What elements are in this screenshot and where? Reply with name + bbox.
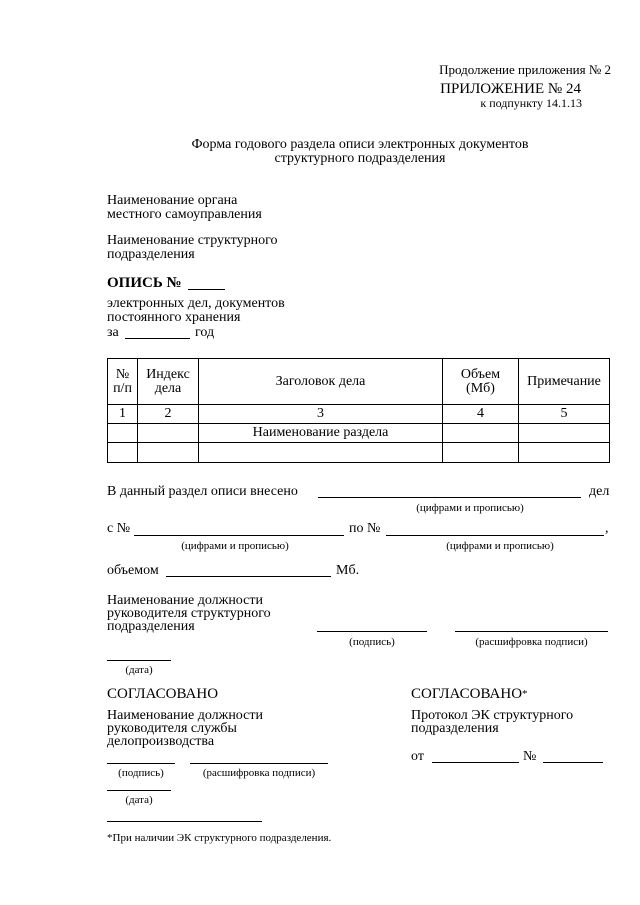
to-number-line bbox=[386, 535, 604, 536]
inventory-line2: постоянного хранения bbox=[107, 310, 241, 325]
approve-left-signature-hint: (подпись) bbox=[118, 767, 164, 779]
unit-name-line2: подразделения bbox=[107, 247, 195, 262]
approve-right-line2: подразделения bbox=[411, 721, 499, 736]
inventory-year-line bbox=[125, 338, 190, 339]
to-label: по № bbox=[349, 521, 381, 536]
form-title-line1: Форма годового раздела описи электронных документов bbox=[191, 137, 529, 152]
entered-count-line bbox=[318, 497, 581, 498]
footnote-divider bbox=[107, 821, 262, 822]
table-number-cell: 4 bbox=[443, 405, 519, 424]
approve-left-line1: Наименование должности bbox=[107, 708, 263, 723]
table-cell bbox=[108, 424, 138, 443]
header-continuation: Продолжение приложения № 2 bbox=[439, 62, 611, 77]
inventory-year-prefix: за bbox=[107, 325, 119, 340]
head-position-line2: руководителя структурного bbox=[107, 606, 271, 621]
col-num-header bbox=[108, 359, 138, 405]
approve-left-date-hint: (дата) bbox=[125, 794, 153, 806]
head-position-line1: Наименование должности bbox=[107, 593, 263, 608]
approve-right-footnote-mark: * bbox=[522, 688, 528, 700]
col-num-header-line1: № bbox=[115, 366, 130, 382]
approve-left-signature-line bbox=[107, 763, 175, 764]
from-number-line bbox=[134, 535, 344, 536]
head-decode-line bbox=[455, 631, 608, 632]
col-index-header bbox=[138, 359, 199, 405]
volume-label: объемом bbox=[107, 563, 159, 578]
to-hint: (цифрами и прописью) bbox=[446, 540, 554, 552]
approve-left-date-line bbox=[107, 790, 171, 791]
approve-right-num-label: № bbox=[523, 749, 537, 764]
col-heading-header: Заголовок дела bbox=[199, 359, 443, 405]
org-name-line1: Наименование органа bbox=[107, 193, 238, 208]
table-cell bbox=[138, 424, 199, 443]
table-cell bbox=[519, 424, 610, 443]
approve-right-title bbox=[411, 686, 528, 702]
col-index-header-line2: дела bbox=[154, 380, 182, 396]
head-decode-hint: (расшифровка подписи) bbox=[475, 636, 588, 648]
head-position-line3: подразделения bbox=[107, 619, 195, 634]
inventory-number-line bbox=[188, 289, 225, 290]
table-cell bbox=[443, 443, 519, 463]
unit-name-line1: Наименование структурного bbox=[107, 233, 278, 248]
col-volume-header-line2: (Мб) bbox=[466, 380, 495, 396]
approve-left-title: СОГЛАСОВАНО bbox=[107, 686, 219, 702]
approve-left-line2: руководителя службы bbox=[107, 721, 237, 736]
head-signature-hint: (подпись) bbox=[349, 636, 395, 648]
approve-right-title-text: СОГЛАСОВАНО bbox=[411, 686, 523, 702]
approve-right-from-label: от bbox=[411, 749, 424, 764]
volume-unit: Мб. bbox=[336, 563, 360, 578]
org-name-line2: местного самоуправления bbox=[107, 207, 262, 222]
from-hint: (цифрами и прописью) bbox=[181, 540, 289, 552]
col-note-header: Примечание bbox=[519, 359, 610, 405]
entered-unit: дел bbox=[589, 484, 610, 499]
head-date-hint: (дата) bbox=[125, 664, 153, 676]
table-row bbox=[108, 443, 610, 463]
col-volume-header bbox=[443, 359, 519, 405]
approve-left-line3: делопроизводства bbox=[107, 734, 215, 749]
header-appendix: ПРИЛОЖЕНИЕ № 24 bbox=[440, 81, 581, 97]
table-cell bbox=[199, 443, 443, 463]
col-num-header-line2: п/п bbox=[113, 380, 132, 396]
approve-right-date-line bbox=[432, 762, 519, 763]
entered-hint: (цифрами и прописью) bbox=[416, 502, 524, 514]
section-name-cell: Наименование раздела bbox=[199, 424, 443, 443]
head-date-line bbox=[107, 660, 171, 661]
col-volume-header-line1: Объем bbox=[460, 366, 501, 382]
approve-left-decode-line bbox=[190, 763, 328, 764]
table-cell bbox=[519, 443, 610, 463]
to-comma: , bbox=[605, 521, 609, 536]
entered-label: В данный раздел описи внесено bbox=[107, 484, 298, 499]
volume-line bbox=[166, 576, 331, 577]
approve-right-number-line bbox=[543, 762, 603, 763]
table-numbers-row bbox=[108, 405, 610, 424]
table-number-cell: 2 bbox=[138, 405, 199, 424]
inventory-table bbox=[107, 358, 610, 463]
form-title-line2: структурного подразделения bbox=[274, 151, 446, 166]
from-label: с № bbox=[107, 521, 131, 536]
head-signature-line bbox=[317, 631, 427, 632]
header-subpoint: к подпункту 14.1.13 bbox=[480, 96, 582, 110]
inventory-year-suffix: год bbox=[195, 325, 215, 340]
table-cell bbox=[443, 424, 519, 443]
col-index-header-line1: Индекс bbox=[146, 366, 190, 382]
table-section-row bbox=[108, 424, 610, 443]
approve-left-decode-hint: (расшифровка подписи) bbox=[202, 767, 316, 779]
approve-right-line1: Протокол ЭК структурного bbox=[411, 708, 574, 723]
table-cell bbox=[108, 443, 138, 463]
table-cell bbox=[138, 443, 199, 463]
table-number-cell: 1 bbox=[108, 405, 138, 424]
inventory-heading: ОПИСЬ № bbox=[107, 275, 182, 291]
table-number-cell: 5 bbox=[519, 405, 610, 424]
table-header-row bbox=[108, 359, 610, 405]
table-number-cell: 3 bbox=[199, 405, 443, 424]
footnote: *При наличии ЭК структурного подразделения. bbox=[107, 832, 332, 844]
inventory-line1: электронных дел, документов bbox=[107, 296, 285, 311]
